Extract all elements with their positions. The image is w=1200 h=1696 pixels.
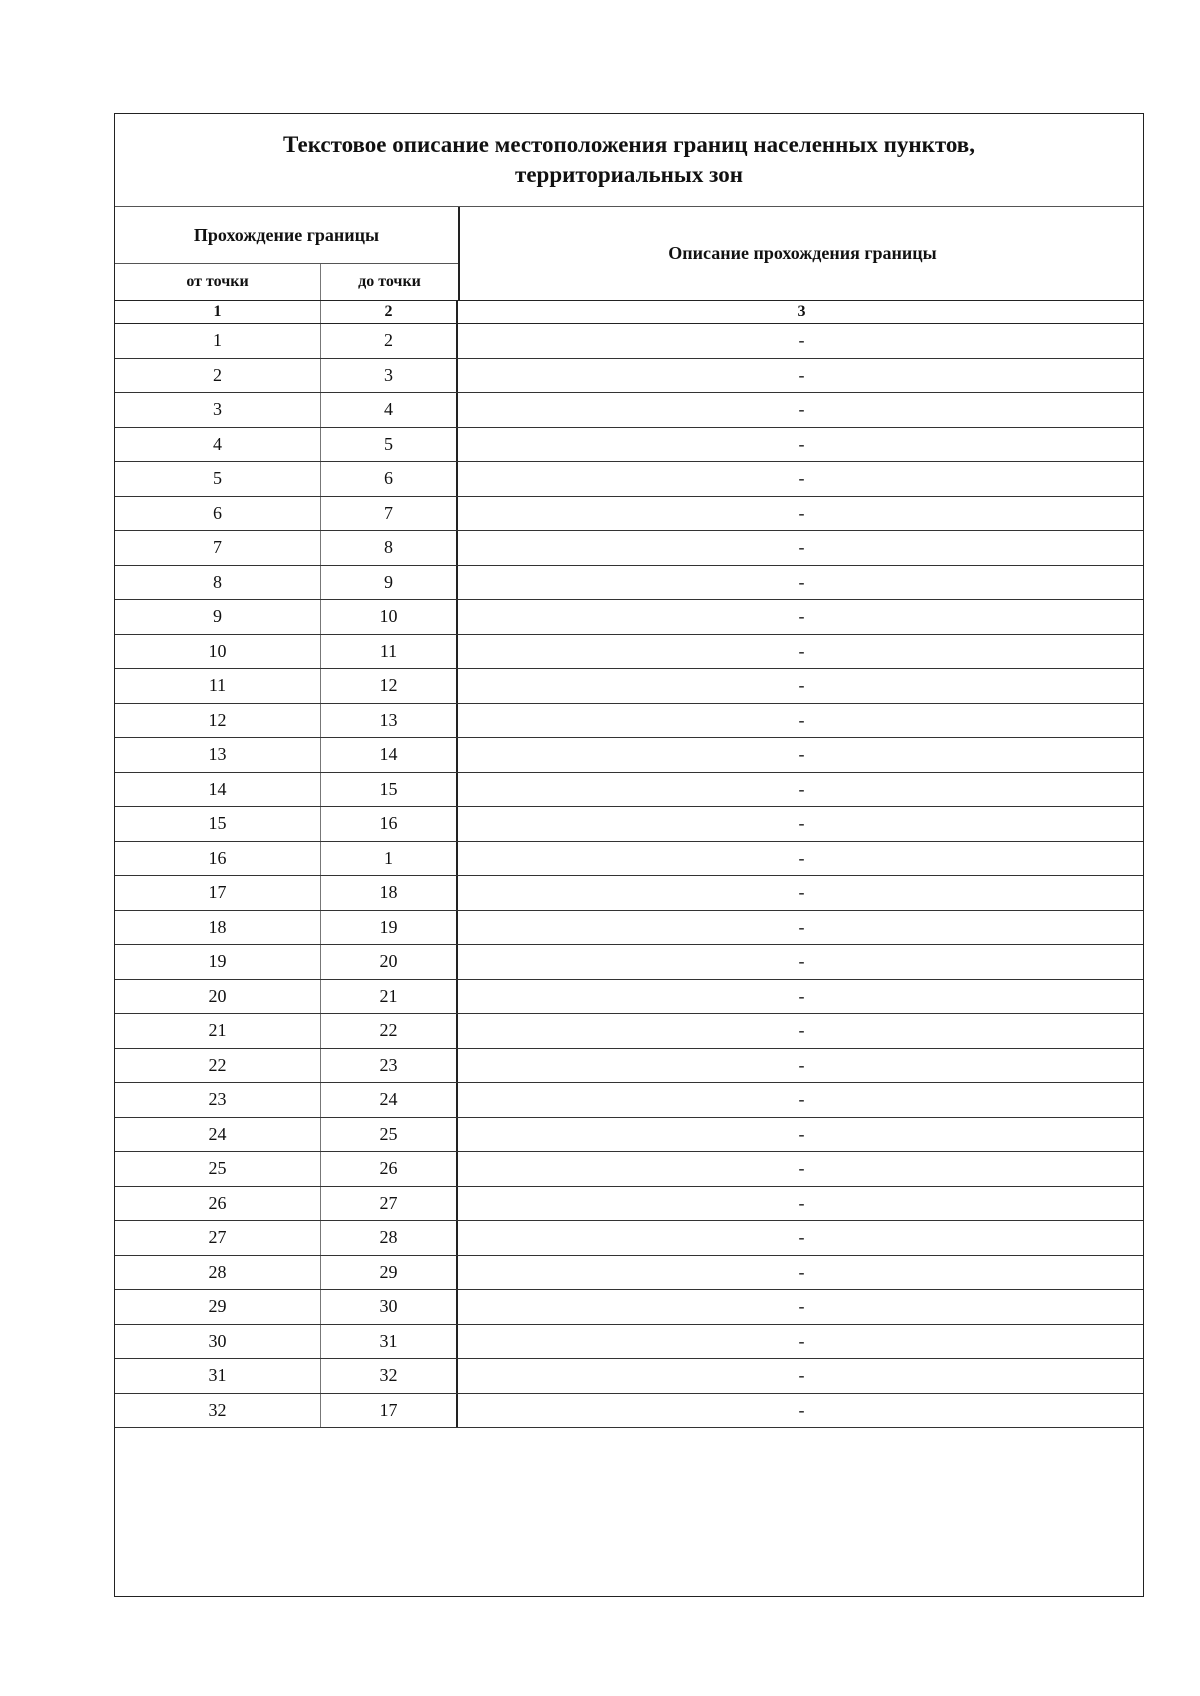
cell-description: - [798, 468, 805, 489]
table-row [115, 1049, 1143, 1084]
cell-from-point: 7 [115, 531, 321, 565]
cell-to-point: 18 [321, 876, 458, 910]
cell-description: - [798, 1330, 805, 1351]
table-row [115, 1083, 1143, 1118]
table-row [115, 1152, 1143, 1187]
cell-to-point: 17 [321, 1394, 458, 1428]
cell-description: - [798, 399, 805, 420]
table-body [115, 324, 1143, 1428]
cell-from-point: 11 [115, 669, 321, 703]
cell-description: - [798, 916, 805, 937]
cell-description: - [798, 1261, 805, 1282]
table-row [115, 1394, 1143, 1429]
cell-description: - [798, 571, 805, 592]
cell-from-point: 1 [115, 324, 321, 358]
table-row [115, 1290, 1143, 1325]
cell-to-point: 29 [321, 1256, 458, 1290]
cell-to-point: 14 [321, 738, 458, 772]
table-row [115, 359, 1143, 394]
cell-description: - [798, 882, 805, 903]
cell-description: - [798, 433, 805, 454]
cell-description: - [798, 813, 805, 834]
cell-from-point: 3 [115, 393, 321, 427]
cell-from-point: 24 [115, 1118, 321, 1152]
cell-to-point: 2 [321, 324, 458, 358]
cell-from-point: 15 [115, 807, 321, 841]
cell-to-point: 20 [321, 945, 458, 979]
table-row [115, 462, 1143, 497]
table-row [115, 600, 1143, 635]
cell-to-point: 24 [321, 1083, 458, 1117]
header-boundary-passage: Прохождение границы [115, 207, 458, 264]
cell-to-point: 21 [321, 980, 458, 1014]
cell-description: - [798, 951, 805, 972]
header-to-point: до точки [358, 273, 421, 290]
cell-to-point: 3 [321, 359, 458, 393]
cell-from-point: 27 [115, 1221, 321, 1255]
cell-from-point: 31 [115, 1359, 321, 1393]
table-row [115, 1014, 1143, 1049]
cell-description: - [798, 1158, 805, 1179]
header-description: Описание прохождения границы [458, 207, 1145, 300]
cell-to-point: 8 [321, 531, 458, 565]
cell-description: - [798, 640, 805, 661]
cell-to-point: 23 [321, 1049, 458, 1083]
cell-description: - [798, 675, 805, 696]
table-row [115, 428, 1143, 463]
cell-to-point: 9 [321, 566, 458, 600]
cell-description: - [798, 1296, 805, 1317]
cell-description: - [798, 778, 805, 799]
cell-to-point: 11 [321, 635, 458, 669]
cell-from-point: 18 [115, 911, 321, 945]
cell-description: - [798, 709, 805, 730]
table-row [115, 1359, 1143, 1394]
cell-description: - [798, 1089, 805, 1110]
cell-from-point: 19 [115, 945, 321, 979]
cell-description: - [798, 1399, 805, 1420]
cell-description: - [798, 502, 805, 523]
cell-to-point: 16 [321, 807, 458, 841]
table-row [115, 566, 1143, 601]
cell-from-point: 30 [115, 1325, 321, 1359]
cell-to-point: 27 [321, 1187, 458, 1221]
column-number-row [115, 300, 1143, 324]
table-row [115, 531, 1143, 566]
cell-from-point: 25 [115, 1152, 321, 1186]
cell-to-point: 28 [321, 1221, 458, 1255]
table-row [115, 1221, 1143, 1256]
cell-description: - [798, 985, 805, 1006]
cell-from-point: 6 [115, 497, 321, 531]
cell-from-point: 21 [115, 1014, 321, 1048]
column-number-1: 1 [115, 301, 321, 323]
column-number-2: 2 [321, 301, 458, 323]
cell-to-point: 30 [321, 1290, 458, 1324]
cell-to-point: 4 [321, 393, 458, 427]
cell-from-point: 28 [115, 1256, 321, 1290]
cell-description: - [798, 847, 805, 868]
table-row [115, 1118, 1143, 1153]
title-line-1: Текстовое описание местоположения границ населенных пунктов, [283, 132, 975, 157]
cell-from-point: 17 [115, 876, 321, 910]
table-row [115, 738, 1143, 773]
cell-to-point: 6 [321, 462, 458, 496]
cell-to-point: 26 [321, 1152, 458, 1186]
table-header [115, 207, 1143, 300]
cell-from-point: 2 [115, 359, 321, 393]
cell-to-point: 25 [321, 1118, 458, 1152]
cell-to-point: 13 [321, 704, 458, 738]
document-frame [114, 113, 1144, 1597]
cell-to-point: 5 [321, 428, 458, 462]
table-row [115, 497, 1143, 532]
cell-description: - [798, 330, 805, 351]
cell-from-point: 12 [115, 704, 321, 738]
cell-from-point: 10 [115, 635, 321, 669]
cell-from-point: 32 [115, 1394, 321, 1428]
cell-description: - [798, 606, 805, 627]
cell-from-point: 26 [115, 1187, 321, 1221]
cell-description: - [798, 537, 805, 558]
table-row [115, 704, 1143, 739]
table-row [115, 635, 1143, 670]
cell-from-point: 13 [115, 738, 321, 772]
table-row [115, 324, 1143, 359]
table-row [115, 669, 1143, 704]
table-row [115, 393, 1143, 428]
cell-description: - [798, 1227, 805, 1248]
table-row [115, 1187, 1143, 1222]
cell-to-point: 12 [321, 669, 458, 703]
cell-to-point: 31 [321, 1325, 458, 1359]
cell-to-point: 15 [321, 773, 458, 807]
title-line-2: территориальных зон [515, 162, 743, 187]
table-row [115, 911, 1143, 946]
table-row [115, 842, 1143, 877]
cell-from-point: 9 [115, 600, 321, 634]
cell-from-point: 14 [115, 773, 321, 807]
cell-description: - [798, 1054, 805, 1075]
cell-from-point: 29 [115, 1290, 321, 1324]
cell-to-point: 19 [321, 911, 458, 945]
column-number-3: 3 [797, 303, 806, 320]
cell-from-point: 8 [115, 566, 321, 600]
cell-to-point: 7 [321, 497, 458, 531]
table-row [115, 1325, 1143, 1360]
cell-description: - [798, 744, 805, 765]
cell-description: - [798, 1365, 805, 1386]
cell-from-point: 23 [115, 1083, 321, 1117]
cell-description: - [798, 364, 805, 385]
cell-description: - [798, 1192, 805, 1213]
table-row [115, 980, 1143, 1015]
cell-to-point: 1 [321, 842, 458, 876]
cell-to-point: 22 [321, 1014, 458, 1048]
cell-from-point: 5 [115, 462, 321, 496]
table-row [115, 876, 1143, 911]
cell-from-point: 4 [115, 428, 321, 462]
table-row [115, 1256, 1143, 1291]
cell-from-point: 20 [115, 980, 321, 1014]
cell-from-point: 16 [115, 842, 321, 876]
cell-description: - [798, 1123, 805, 1144]
table-row [115, 773, 1143, 808]
cell-from-point: 22 [115, 1049, 321, 1083]
header-from-point: от точки [115, 264, 321, 300]
cell-to-point: 10 [321, 600, 458, 634]
document-title [115, 114, 1143, 207]
table-row [115, 807, 1143, 842]
table-row [115, 945, 1143, 980]
cell-description: - [798, 1020, 805, 1041]
cell-to-point: 32 [321, 1359, 458, 1393]
